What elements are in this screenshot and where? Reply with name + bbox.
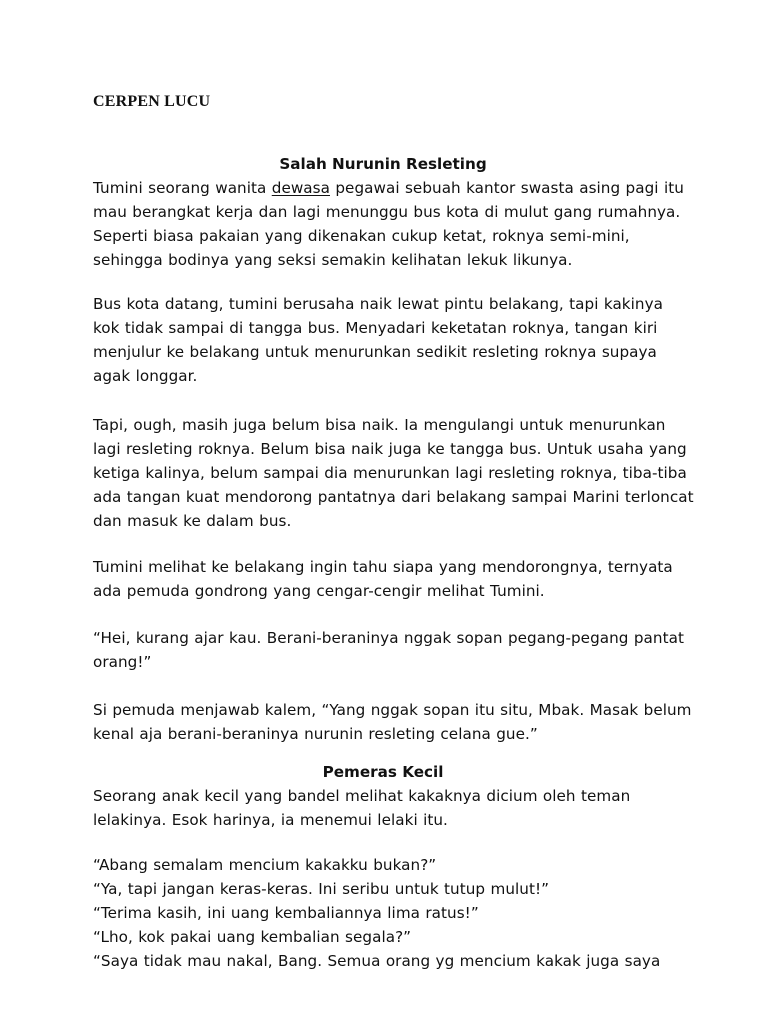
line-text: Tumini seorang wanita xyxy=(93,179,272,197)
dewasa-link[interactable]: dewasa xyxy=(271,179,330,197)
dialogue-line: “Abang semalam mencium kakakku bukan?” xyxy=(93,856,437,874)
paragraph-line: Tapi, ough, masih juga belum bisa naik. Ia mengulangi untuk menurunkan xyxy=(93,416,666,434)
line-text: pegawai sebuah kantor swasta asing pagi itu xyxy=(329,179,684,197)
paragraph-line: ketiga kalinya, belum sampai dia menurunkan lagi resleting roknya, tiba-tiba xyxy=(93,464,687,482)
paragraph-line: kok tidak sampai di tangga bus. Menyadari keketatan roknya, tangan kiri xyxy=(93,319,658,337)
story-paragraph xyxy=(93,413,693,533)
paragraph-line: “Hei, kurang ajar kau. Berani-beraninya nggak sopan pegang-pegang pantat xyxy=(93,629,684,647)
story-paragraph xyxy=(93,853,693,973)
story-paragraph xyxy=(93,698,693,746)
paragraph-line: Tumini melihat ke belakang ingin tahu siapa yang mendorongnya, ternyata xyxy=(93,558,673,576)
paragraph-line: orang!” xyxy=(93,653,152,671)
paragraph-line: Bus kota datang, tumini berusaha naik lewat pintu belakang, tapi kakinya xyxy=(93,295,663,313)
paragraph-line: ada pemuda gondrong yang cengar-cengir melihat Tumini. xyxy=(93,582,545,600)
paragraph-line: agak longgar. xyxy=(93,367,198,385)
story-title-pemeras-kecil: Pemeras Kecil xyxy=(322,763,444,781)
paragraph-line: mau berangkat kerja dan lagi menunggu bus kota di mulut gang rumahnya. xyxy=(93,203,681,221)
story-paragraph xyxy=(93,626,693,674)
dialogue-line: “Saya tidak mau nakal, Bang. Semua orang yg mencium kakak juga saya xyxy=(93,952,661,970)
story-title-salah-nurunin-resleting: Salah Nurunin Resleting xyxy=(279,155,487,173)
paragraph-line: Si pemuda menjawab kalem, “Yang nggak sopan itu situ, Mbak. Masak belum xyxy=(93,701,692,719)
paragraph-line: kenal aja berani-beraninya nurunin resleting celana gue.” xyxy=(93,725,538,743)
story-paragraph xyxy=(93,292,693,388)
paragraph-line: ada tangan kuat mendorong pantatnya dari belakang sampai Marini terloncat xyxy=(93,488,694,506)
paragraph-line: menjulur ke belakang untuk menurunkan sedikit resleting roknya supaya xyxy=(93,343,657,361)
story-paragraph xyxy=(93,784,693,832)
paragraph-line: dan masuk ke dalam bus. xyxy=(93,512,292,530)
paragraph-line: sehingga bodinya yang seksi semakin kelihatan lekuk likunya. xyxy=(93,251,573,269)
paragraph-line: Seorang anak kecil yang bandel melihat kakaknya dicium oleh teman xyxy=(93,787,631,805)
document-heading: CERPEN LUCU xyxy=(93,93,211,110)
paragraph-line: lagi resleting roknya. Belum bisa naik juga ke tangga bus. Untuk usaha yang xyxy=(93,440,687,458)
paragraph-line xyxy=(93,176,693,200)
dialogue-line: “Terima kasih, ini uang kembaliannya lima ratus!” xyxy=(93,904,479,922)
dialogue-line: “Lho, kok pakai uang kembalian segala?” xyxy=(93,928,412,946)
story-paragraph xyxy=(93,555,693,603)
dialogue-line: “Ya, tapi jangan keras-keras. Ini seribu untuk tutup mulut!” xyxy=(93,880,549,898)
paragraph-line: lelakinya. Esok harinya, ia menemui lelaki itu. xyxy=(93,811,448,829)
paragraph-line: Seperti biasa pakaian yang dikenakan cukup ketat, roknya semi-mini, xyxy=(93,227,630,245)
story-paragraph xyxy=(93,176,693,272)
